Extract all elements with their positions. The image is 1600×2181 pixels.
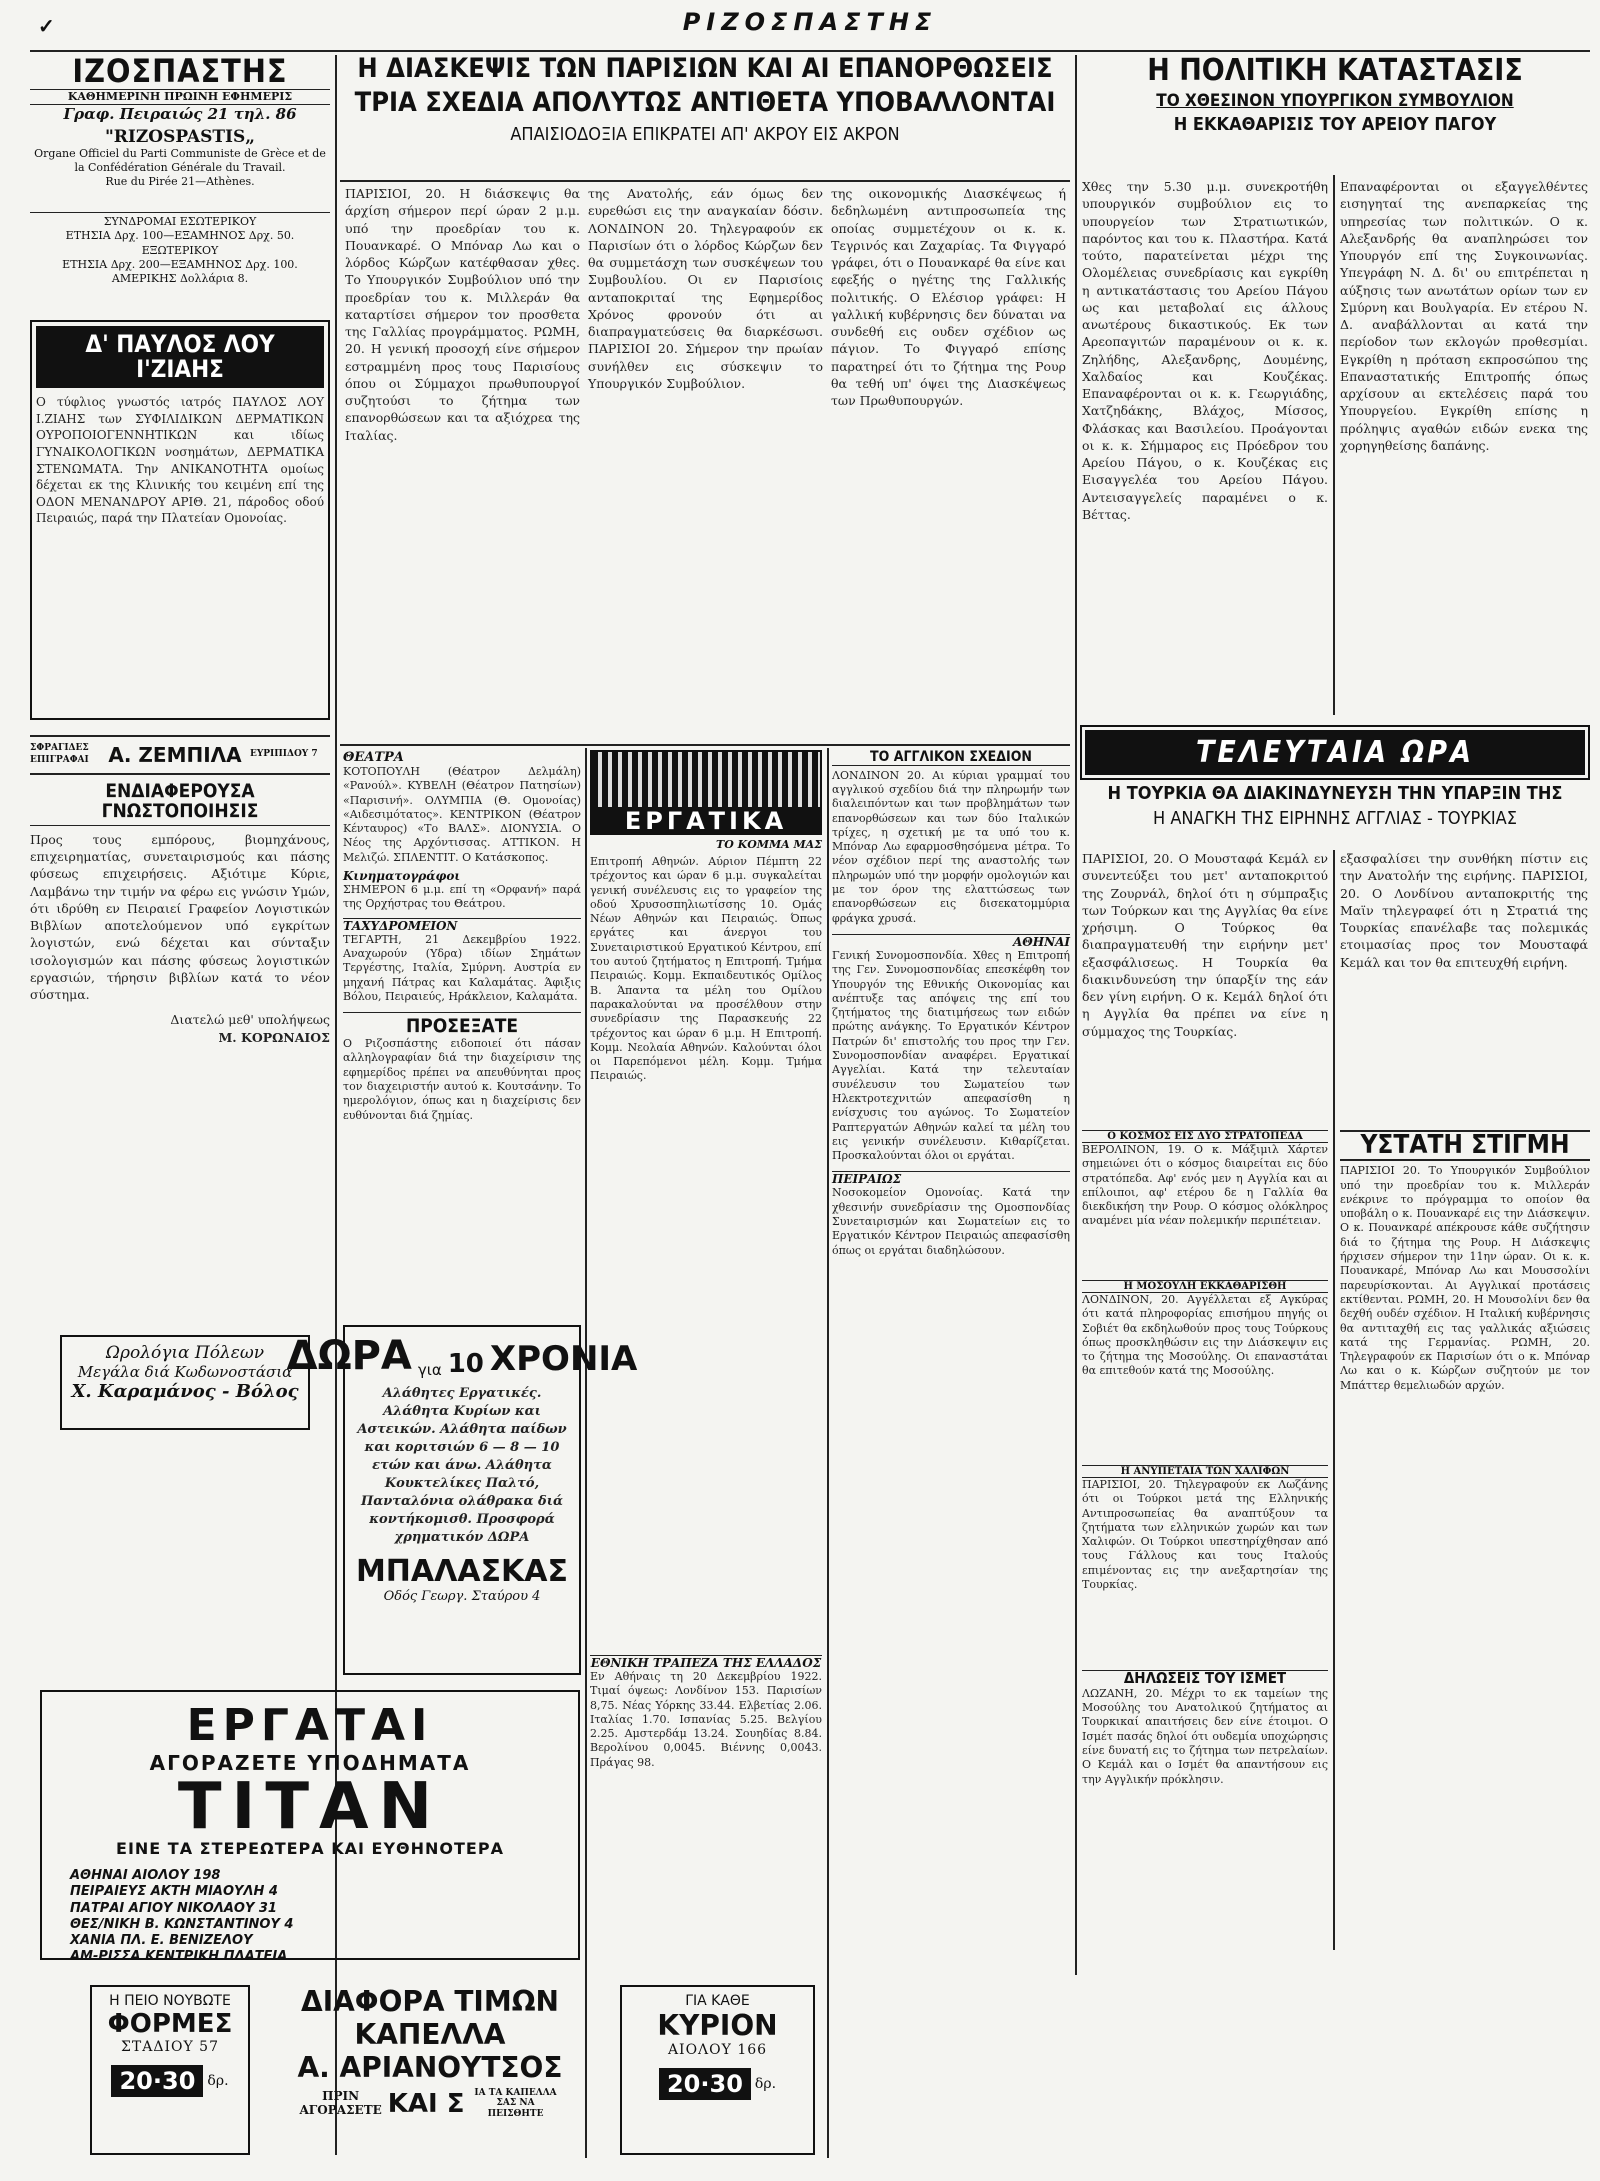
formes-price-box (98, 2065, 242, 2097)
athens-title: ΑΘΗΝΑΙ (832, 934, 1070, 949)
caliph-text: ΠΑΡΙΣΙΟΙ, 20. Τηλεγραφούν εκ Λωζάνης ότι οι Τούρκοι μετά της Ελληνικής Αντιπροσωπείας θα αναπτύξουν τα ζητήματα των ελληνικών χωρών και των Χαλιφών. Οι Τούρκοι υπεστηρίχθησαν από τους Γάλλους και τους Ιταλούς επιμένοντας εις την ανεξαρτησίαν της Τουρκίας. (1082, 1478, 1328, 1592)
gift-items: Αλάθητες Εργατικές. Αλάθητα Κυρίων και Αστεικών. Αλάθητα παίδων και κοριτσιών 6 — 8 — 10 ετών και άνω. Αλάθητα Κουκτελίκες Παλτό, Πανταλόνια ολάθρακα διά κοντήκομισθ. Προσφορά χρηματικόν ΔΩΡΑ (357, 1386, 567, 1545)
kyrion-ad (620, 1985, 815, 2155)
formes-currency: δρ. (207, 2073, 229, 2089)
titan-brand: ΤΙΤΑΝ (177, 1770, 443, 1844)
politics-sub2: Η ΕΚΚΑΘΑΡΙΣΙΣ ΤΟΥ ΑΡΕΙΟΥ ΠΑΓΟΥ (1173, 114, 1497, 136)
subscriptions (30, 212, 330, 312)
nameplate-title: ΙΖΟΣΠΑΣΤΗΣ (72, 52, 288, 90)
latest-headlines (1080, 785, 1590, 845)
politics-col-a: Χθες την 5.30 μ.μ. συνεκροτήθη υπουργικόν συμβούλιον εις το υπουργείον των Στρατιωτικών, παρόντος και του κ. Πλαστήρα. Κατά τούτο, παρατείνεται μέχρι της Ολομέλειας συνεδρίασις και εγκρίθη η αντικατάστασις του Αρείου Πάγου ως και μεταβολαί εις άλλους ανωτέρους δικαστικούς. Εκ των Αρεοπαγιτών παραμένουν οι κ. κ. Ζηλήδης, Αλεξανδρης, Δουμένης, Χαλδαίος και Κουζέκας. Επαναφέρονται οι κ. κ. Γεωργιάδης, Χατζηδάκης, Βλάχος, Μίσσος, Φλάσκας και Βασιλείου. Προάγονται οι κ. κ. Σήμμαρος εις Πρόεδρον του Αρείου Πάγου, ο κ. Κουζέκας εις Εισαγγελέα του Αρείου Πάγου. Αντεισαγγελείς παραμένει ο κ. Βέττας. (1082, 179, 1328, 522)
last-minute-title: ΥΣΤΑΤΗ ΣΤΙΓΜΗ (1340, 1130, 1590, 1161)
doctor-text: Ο τύφλιος γνωστός ιατρός ΠΑΥΛΟΣ ΛΟΥ Ι.ΖΙΑΗΣ των ΣΥΦΙΛΙΔΙΚΩΝ ΔΕΡΜΑΤΙΚΩΝ ΟΥΡΟΠΟΙΟΓΕΝΝΗΤΙΚΩΝ και ιδίως ΓΥΝΑΙΚΟΛΟΓΙΚΩΝ νοσημάτων, ΔΕΡΜΑΤΙΚΑ ΣΤΕΝΩΜΑΤΑ. Την ΑΝΙΚΑΝΟΤΗΤΑ ομοίως δέχεται εκ της Κλινικής του κειμένη επί της ΟΔΟΝ ΜΕΝΑΝΔΡΟΥ ΑΡΙΘ. 21, πάροδος οδού Πειραιώς, παρά την Πλατείαν Ομονοίας. (36, 395, 324, 526)
latest-headline: Η ΤΟΥΡΚΙΑ ΘΑ ΔΙΑΚΙΝΔΥΝΕΥΣΗ ΤΗΝ ΥΠΑΡΞΙΝ ΤΗΣ (1107, 783, 1563, 804)
latest-banner-title: ΤΕΛΕΥΤΑΙΑ ΩΡΑ (1085, 730, 1585, 775)
notice-text: Προς τους εμπόρους, βιομηχάνους, επιχειρηματίας, συνεταιρισμούς και πάσης φύσεως επιχειρήσεις. Αξιότιμε Κύριε, Λαμβάνω την τιμήν να φέρω εις γνώσιν Υμών, ότι ιδρύθη εν Πειραιεί Γραφείον Λογιστικών Βιβλίων αποτελούμενον υπό εγκρίτων λογιστών, ενώ δέχεται και σύνταξιν ισολογισμών και πάσης φύσεως λογιστικών εργασιών, τήρησιν βιβλίων κατά το νέον σύστημα. (30, 831, 330, 1003)
last-minute-section (1340, 1130, 1590, 1980)
latest-col-b: εξασφαλίσει την συνθήκη πίστιν εις την Ανατολήν της ειρήνης. ΠΑΡΙΣΙΟΙ, 20. Ο Λονδίνου ανταποκριτής της Μαϊν τηλεγραφεί ότι η Στρατιά της Τουρκίας επανέλαβε τας πολεμικάς ετοιμασίας προς τον Μουσταφά Κεμάλ και τον θα επιτευχθή ειρήνη. (1340, 851, 1588, 970)
hat-line1: ΔΙΑΦΟΡΑ ΤΙΜΩΝ (301, 1985, 559, 2018)
notice-signature: Μ. ΚΟΡΩΝΑΙΟΣ (218, 1029, 330, 1045)
main-article-col: ΠΑΡΙΣΙΟΙ, 20. Η διάσκεψις θα άρχίση σήμερον περί ώραν 2 μ.μ. υπό την προεδρίαν του κ. Πουανκαρέ. Ο Μπόναρ Λω και ο λόρδος Κώρζων κατέφθασαν χθες. Το Υπουργικόν Συμβούλιον υπό την προεδρίαν του κ. Μιλλεράν θα καταρτίσει σήμερον τον προσθετα της Γαλλίας προγράμματος. ΡΩΜΗ, 20. Η γενική προσοχή είνε σήμερον εστραμμένη προς τους Παρισίους όπου οι Σύμμαχοι πρωθυπουργοί συζητούσι το ζήτημα των επανορθώσεων και τα αξιόχρεα της Ιταλίας. (345, 186, 580, 443)
english-section (832, 750, 1070, 2150)
bank-section (590, 1655, 822, 1895)
cinema-text: ΣΗΜΕΡΟΝ 6 μ.μ. επί τη «Ορφανή» παρά της Ορχήστρας του Θεάτρου. (343, 883, 581, 911)
hat-line2: ΚΑΠΕΛΛΑ (354, 2018, 506, 2051)
main-article-col: της οικονομικής Διασκέψεως ή δεδηλωμένη αντιπροσωπεία της οποίας συμμετέχουν οι κ. κ. Τεγρινός και Ζαχαρίας. Τα Φιγγαρό γράφει, ότι ο Πουανκαρέ θα είνε και εφεξής ο ηγέτης της Γαλλικής πολιτικής. Ο Ελέσιορ γράφει: Η γαλλική κυβέρνησις δεν δύναται να συνδεθή εις ουδεν σχέδιον ως πάγιον. Το Φιγγαρό επίσης παρατηρεί ότι το ζήτημα της Ρουρ θα τεθή υπ' όψει της Διασκέψεως των Πρωθυπουργών. (831, 186, 1066, 408)
gift-ad (286, 1325, 638, 1675)
titan-address: ΘΕΣ/ΝΙΚΗ Β. ΚΩΝΣΤΑΝΤΙΝΟΥ 4 (70, 1916, 294, 1932)
ergatika-text: Επιτροπή Αθηνών. Αύριον Πέμπτη 22 τρέχοντος και ώραν 6 μ.μ. συγκαλείται γενική συνέλευσις εις το γραφείον της οδού Χρυσοσπηλιωτίσσης 10. Ομάς Νέων Αθηνών και Πειραιώς. Όπως εργάτες και άνεργοι του Συνεταιριστικού Εργατικού Κέντρου, επί του αυτού ζητήματος η Επιτροπή. Τμήμα Πειραιώς. Κομμ. Εκπαιδευτικός Ομίλος Β. Άπαντα τα μέλη του Ομίλου παρακαλούνται να προσέλθουν στην συνεδρίασιν της Παρασκευής 22 τρέχοντος και ώραν 6 μ.μ. Η Επιτροπή. Κομμ. Νεολαία Αθηνών. Καλούνται όλοι οι Παρεπόμενοι μέλη. Κομμ. Τμήμα Πειραιώς. (590, 855, 822, 1083)
latest-banner (1080, 725, 1590, 780)
english-text: ΛΟΝΔΙΝΟΝ 20. Αι κύριαι γραμμαί του αγγλικού σχεδίου διά την πληρωμήν των διαλειπόντων και των προβλημάτων των επανορθώσεων και των δύο Ιταλικών τρίχες, η σχετική με τα υπό του κ. Μπόναρ Λω εφαρμοσθησόμενα μέτρα. Το νέον σχέδιον περί της αναστολής των πληρωμών υπό την μορφήν ομολογιών και με τον όρον της ελαττώσεως των επανορθώσεων εις δισεκατομμύρια φράγκα χρυσά. (832, 768, 1070, 925)
section-rule (340, 744, 1070, 746)
theatres-title: ΘΕΑΤΡΑ (343, 750, 404, 765)
zempila-name: Α. ΖΕΜΠΙΛΑ (108, 743, 242, 767)
subscriptions-title: ΣΥΝΔΡΟΜΑΙ ΕΣΩΤΕΡΙΚΟΥ (103, 215, 257, 228)
titan-buy: ΑΓΟΡΑΖΕΤΕ ΥΠΟΔΗΜΑΤΑ (149, 1751, 471, 1775)
doctor-name: Δ' ΠΑΥΛΟΣ ΛΟΥ Ι'ΖΙΑΗΣ (36, 326, 324, 388)
latin-subtitle: Organe Officiel du Parti Communiste de Grèce et de la Confédération Générale du Travail. (34, 146, 326, 175)
main-headlines (340, 55, 1070, 180)
politics-sub1: ΤΟ ΧΘΕΣΙΝΟΝ ΥΠΟΥΡΓΙΚΟΝ ΣΥΜΒΟΥΛΙΟΝ (1156, 90, 1514, 111)
theatres-text: ΚΟΤΟΠΟΥΛΗ (Θέατρον Δελμάλη) «Ρανούλ». ΚΥΒΕΛΗ (Θέατρον Πατησίων) «Παρισινή». ΟΛΥΜΠΙΑ (Θ. Ομονοίας) «Αιδεσιμότατος». ΚΕΝΤΡΙΚΟΝ (Θέατρον Κένταυρος) «Το ΒΑΛΣ». ΔΙΟΝΥΣΙΑ. Ο Νέος της Αρχόντισσας. ΑΤΤΙΚΟΝ. Η Μελιζώ. ΣΠΛΕΝΤΙΤ. Ο Κατάσκοπος. (343, 765, 581, 864)
world-title: Ο ΚΟΣΜΟΣ ΕΙΣ ΔΥΟ ΣΤΡΑΤΟΠΕΔΑ (1082, 1130, 1328, 1143)
gift-doro: ΔΩΡΑ (286, 1333, 412, 1379)
cinema-title: Κινηματογράφοι (343, 869, 461, 884)
ismet-title: ΔΗΛΩΣΕΙΣ ΤΟΥ ΙΣΜΕΤ (1082, 1670, 1328, 1687)
titan-tagline: ΕΙΝΕ ΤΑ ΣΤΕΡΕΩΤΕΡΑ ΚΑΙ ΕΥΘΗΝΟΤΕΡΑ (116, 1839, 504, 1858)
politics-headline: Η ΠΟΛΙΤΙΚΗ ΚΑΤΑΣΤΑΣΙΣ (1147, 53, 1523, 88)
world-text: ΒΕΡΟΛΙΝΟΝ, 19. Ο κ. Μάξιμιλ Χάρτεν σημειώνει ότι ο κόσμος διαιρείται εις δύο στρατόπεδα. Αφ' ενός μεν η Αγγλία και αι επίλοιποι, αφ' ετέρου δε η Γαλλία θα διεκδικήση την Ρουρ. Ο κόσμος ολόκληρος αναμένει μία νέαν πολεμικήν περιπέτειαν. (1082, 1143, 1328, 1228)
clock-ad-line: Ωρολόγια Πόλεων (105, 1343, 265, 1363)
column-rule (585, 748, 587, 2158)
hat-prin-group (299, 2090, 381, 2116)
attention-title: ΠΡΟΣΕΞΑΤΕ (343, 1012, 581, 1037)
doctor-ad (30, 320, 330, 720)
hat-ad (270, 1985, 590, 2155)
ergatika-illustration (592, 752, 820, 807)
titan-ergatai: ΕΡΓΑΤΑΙ (186, 1700, 434, 1751)
zempila-right: ΕΥΡΙΠΙΔΟΥ 7 (250, 749, 318, 760)
titan-address: ΑΜ-ΡΙΣΣΑ ΚΕΝΤΡΙΚΗ ΠΛΑΤΕΙΑ (70, 1949, 288, 1965)
latin-title: "RIZOSPASTIS„ (104, 126, 256, 147)
zempila-ad (30, 735, 330, 775)
theatres-section (343, 750, 581, 1320)
gift-xronia: ΧΡΟΝΙΑ (489, 1339, 638, 1379)
zempila-left: ΣΦΡΑΓΙΔΕΣ ΕΠΙΓΡΑΦΑΙ (30, 743, 89, 765)
nameplate-office: Γραφ. Πειραιώς 21 τηλ. 86 (63, 104, 297, 123)
subscriptions-line: ΑΜΕΡΙΚΗΣ Δολλάρια 8. (111, 272, 249, 286)
piraeus-title: ΠΕΙΡΑΙΩΣ (832, 1171, 1070, 1186)
gift-address: Οδός Γεωργ. Σταύρου 4 (383, 1589, 541, 1605)
kyrion-title: ΚΥΡΙΟΝ (657, 2009, 778, 2042)
english-title: ΤΟ ΑΓΓΛΙΚΟΝ ΣΧΕΔΙΟΝ (832, 750, 1070, 766)
titan-address: ΠΑΤΡΑΙ ΑΓΙΟΥ ΝΙΚΟΛΑΟΥ 31 (70, 1900, 277, 1916)
world-section (1082, 1130, 1328, 1275)
piraeus-text: Νοσοκομείον Ομονοίας. Κατά την χθεσινήν συνεδρίασιν της Ομοσπονδίας Συνεταιρισμών και Σωματείων εις το Εργατικόν Κέντρον Πειραιώς απεφασίσθη όπως οι εργάται διαδηλώσουν. (832, 1186, 1070, 1257)
mosul-title: Η ΜΟΣΟΥΛΗ ΕΚΚΑΘΑΡΙΣΘΗ (1082, 1280, 1328, 1293)
column-rule (1333, 175, 1335, 715)
clock-ad-line: Χ. Καραμάνος - Βόλος (71, 1381, 299, 1402)
corner-mark: ✓ (38, 14, 55, 38)
politics-headlines (1080, 55, 1590, 175)
politics-col-b: Επαναφέρονται οι εξαγγελθέντες εισηγηταί της ανεπαρκείας της υπηρεσίας των πολιτικών. Ο κ. Αλεξανδρής θα αναπληρώσει τον Υπουργόν επί της Συγκοινωνίας. Υπεγράφη Ν. Δ. δι' ου επιτρέπεται η αύξησις των ανωτάτων ορίων των εν Σμύρνη και Βουλγαρία. Εν ετέρου Ν. Δ. αναβάλλονται αι κατά την περίοδον των εκλογών προθεσμίαι. Εγκρίθη η πρόταση εκπροσώπου της Επαναστατικής Επιτροπής όπως αρχίσουν αι εκτελέσεις παρά του Υπουργείου. Εγκρίθη επίσης η πρόληψις αγαθών ειδών ενεκα της χορηγηθείσης δαπάνης. (1340, 179, 1588, 453)
post-title: ΤΑΧΥΔΡΟΜΕΙΟΝ (343, 918, 581, 933)
mosul-text: ΛΟΝΔΙΝΟΝ, 20. Αγγέλλεται εξ Αγκύρας ότι κατά πληροφορίας επισήμου πηγής οι Σοβιέτ θα εκδηλωθούν προς τους Τούρκους όπως προσκληθώσιν εις την Διάσκεψιν εις το ζήτημα της Μοσούλης. Οι επαναστάται θα επιτεθούν κατά της Μοσούλης. (1082, 1293, 1328, 1378)
subscriptions-line: ΕΤΗΣΙΑ Δρχ. 100—ΕΞΑΜΗΝΟΣ Δρχ. 50. (65, 229, 295, 243)
hat-prin: ΠΡΙΝ (322, 2089, 360, 2104)
gift-gia: για (417, 1361, 442, 1379)
ismet-text: ΛΩΖΑΝΗ, 20. Μέχρι το εκ ταμείων της Μοσούλης του Ανατολικού ζητήματος αι Τουρκικαί απαιτήσεις δεν είνε έτοιμοι. Ο Ισμέτ πασάς δηλοί ότι ουδεμία υποχώρησις είνε δυνατή εις το ζήτημα των πετρελαίων. Ο Κεμάλ και ο Ισμέτ θα απαντήσουν εις την Αγγλικήν πρόκλησιν. (1082, 1686, 1328, 1786)
titan-addresses (50, 1868, 570, 1966)
gift-heading (286, 1333, 638, 1379)
column-rule (827, 748, 829, 2158)
titan-ad (40, 1690, 580, 1965)
kyrion-address: ΑΙΟΛΟΥ 166 (667, 2042, 768, 2058)
caliph-section (1082, 1465, 1328, 1665)
hat-agoras: ΑΓΟΡΑΣΕΤΕ (299, 2102, 382, 2117)
column-rule (1075, 55, 1077, 1975)
titan-address: ΑΘΗΝΑΙ ΑΙΟΛΟΥ 198 (70, 1868, 221, 1883)
hat-kai: ΚΑΙ Σ (387, 2088, 465, 2119)
formes-address: ΣΤΑΔΙΟΥ 57 (121, 2039, 219, 2055)
formes-title: ΦΟΡΜΕΣ (107, 2009, 233, 2039)
kyrion-currency: δρ. (754, 2076, 777, 2092)
ergatika-title: ΕΡΓΑΤΙΚΑ (592, 807, 820, 835)
hat-small: ΙΑ ΤΑ ΚΑΠΕΛΛΑ ΣΑΣ ΝΑ ΠΕΙΣΘΗΤΕ (474, 2088, 557, 2119)
notice-title: ΕΝΔΙΑΦΕΡΟΥΣΑ ΓΝΩΣΤΟΠΟΙΗΣΙΣ (30, 782, 330, 826)
hat-bottom (270, 2088, 590, 2119)
masthead: ΡΙΖΟΣΠΑΣΤΗΣ (682, 8, 938, 36)
hat-line3: Α. ΑΡΙΑΝΟΥΤΣΟΣ (297, 2051, 563, 2084)
gift-ten: 10 (447, 1349, 484, 1379)
column-rule (1333, 850, 1335, 1950)
formes-ad (90, 1985, 250, 2155)
gift-brand: ΜΠΑΛΑΣΚΑΣ (355, 1554, 569, 1590)
notice-signoff: Διατελώ μεθ' υπολήψεως (170, 1012, 330, 1028)
notice-article (30, 782, 330, 1322)
kyrion-price: 20·30 (659, 2068, 751, 2100)
bank-title: ΕΘΝΙΚΗ ΤΡΑΠΕΖΑ ΤΗΣ ΕΛΛΑΔΟΣ (590, 1656, 822, 1670)
subscriptions-line: ΕΤΗΣΙΑ Δρχ. 200—ΕΞΑΜΗΝΟΣ Δρχ. 100. (62, 257, 298, 271)
mosul-section (1082, 1280, 1328, 1460)
main-headline-2: ΤΡΙΑ ΣΧΕΔΙΑ ΑΠΟΛΥΤΩΣ ΑΝΤΙΘΕΤΑ ΥΠΟΒΑΛΛΟΝΤΑΙ (354, 87, 1056, 119)
titan-address: ΧΑΝΙΑ ΠΛ. Ε. ΒΕΝΙΖΕΛΟΥ (70, 1933, 253, 1948)
last-minute-text: ΠΑΡΙΣΙΟΙ 20. Το Υπουργικόν Συμβούλιον υπό την προεδρίαν του κ. Μιλλεράν ενέκρινε το πρόγραμμα το οποίον θα υποβάλη ο κ. Πουανκαρέ εις την Διάσκεψιν. Ο κ. Πουανκαρέ απέκρουσε κάθε συζήτησιν διά το ζήτημα της Ρουρ. Η Διάσκεψις ήρχισεν σήμερον την 11ην ώραν. Οι κ. κ. Πουανκαρέ, Μπόναρ Λω και Μουσσολίνι παρευρίσκονται. Αι Αγγλικαί προτάσεις εκτίθενται. ΡΩΜΗ, 20. Η Μουσολίνι δεν θα δεχθή ουδέν σχέδιον. Η Ιταλική κυβέρνησις θα αντιταχθή εις τας γαλλικάς αξιώσεις κατά της Γερμανίας. ΡΩΜΗ, 20. Τηλεγραφούν εκ Παρισίων ότι ο κ. Μπόναρ Λω και ο κ. Κώρζων συζητούν με τον Μπάττερ θεμελιωδών αρχών. (1340, 1164, 1590, 1392)
kyrion-top: ΓΙΑ ΚΑΘΕ (685, 1993, 750, 2009)
titan-address: ΠΕΙΡΑΙΕΥΣ ΑΚΤΗ ΜΙΑΟΥΛΗ 4 (70, 1884, 278, 1900)
caliph-title: Η ΑΝΥΠΕΤΑΙΑ ΤΩΝ ΧΑΛΙΦΩΝ (1082, 1465, 1328, 1478)
main-headline: Η ΔΙΑΣΚΕΨΙΣ ΤΩΝ ΠΑΡΙΣΙΩΝ ΚΑΙ ΑΙ ΕΠΑΝΟΡΘΩΣΕΙΣ (357, 53, 1053, 84)
clock-ad (60, 1335, 310, 1430)
formes-price: 20·30 (111, 2065, 203, 2097)
athens-text: Γενική Συνομοσπονδία. Χθες η Επιτροπή της Γεν. Συνομοσπονδίας επεσκέφθη τον Υπουργόν της Εθνικής Οικονομίας και ανέπτυξε τας απόψεις της επί του ζητήματος της διατιμήσεως των ειδών πρώτης ανάγκης. Το Εργατικόν Κέντρον Πατρών δι' επιστολής του προς την Γεν. Συνομοσπονδίαν αναφέρει. Εργατικαί Αγγελίαι. Κατά την τελευταίαν συνέλευσιν του Σωματείου των Ηλεκτροτεχνιτών απεφασίσθη η ενίσχυσις του αγώνος. Το Σωματείον Ραπτεργατών Αθηνών καλεί τα μέλη του εις γενικήν συνέλευσιν. Κιθαρίζεται. Προσκαλούνται όλοι οι εργάται. (832, 948, 1070, 1163)
clock-ad-line: Μεγάλα διά Κωδωνοστάσια (77, 1363, 293, 1381)
nameplate-subtitle: ΚΑΘΗΜΕΡΙΝΗ ΠΡΩΙΝΗ ΕΦΗΜΕΡΙΣ (30, 89, 330, 105)
attention-text: Ο Ριζοσπάστης ειδοποιεί ότι πάσαν αλληλογραφίαν διά την διαχείρισιν της εφημερίδος πρέπει να απευθύνηται προς τον διαχειριστήν αυτού κ. Κουτσάνην. Το ημερολόγιον, όπως και η διαχείρισις δεν ευθύνονται διά ζημίας. (343, 1037, 581, 1122)
ergatika-party: ΤΟ ΚΟΜΜΑ ΜΑΣ (716, 838, 822, 851)
latest-subheadline: Η ΑΝΑΓΚΗ ΤΗΣ ΕΙΡΗΝΗΣ ΑΓΓΛΙΑΣ - ΤΟΥΡΚΙΑΣ (1153, 807, 1517, 829)
post-text: ΤΕΓΑΡΤΗ, 21 Δεκεμβρίου 1922. Αναχωρούν (Υδρα) ιδίων Σημάτων Τεργέστης, Ιταλία, Σμύρνη. Αυστρία εν μηχανή Πάτρας και Καλαμάτας. Άφιξις Βόλου, Πειραιεύς, Ηράκλειον, Καλαμάτα. (343, 932, 581, 1003)
nameplate (30, 52, 330, 205)
section-rule (340, 180, 1070, 182)
latest-col-a: ΠΑΡΙΣΙΟΙ, 20. Ο Μουσταφά Κεμάλ εν συνεντεύξει του μετ' ανταποκριτού της Ζουρνάλ, δηλοί ότι η σύμπραξις των Τούρκων και της Αγγλίας θα είνε χρήσιμη. Ο Τούρκος θα διαπραγματευθή την ειρήνην μετ' εξασφάλισεως. Η Τουρκία θα διακινδυνεύση την ύπαρξίν της εάν δεν γίνη ειρήνη. Ο κ. Κεμάλ δηλοί ότι η Αγγλία θα πρέπει να είνε η σύμμαχος της Τουρκίας. (1082, 851, 1328, 1039)
main-subheadline: ΑΠΑΙΣΙΟΔΟΞΙΑ ΕΠΙΚΡΑΤΕΙ ΑΠ' ΑΚΡΟΥ ΕΙΣ ΑΚΡΟΝ (510, 123, 900, 145)
formes-top: Η ΠΕΙΟ ΝΟΥΒΩΤΕ (109, 1993, 231, 2009)
kyrion-price-box (628, 2068, 807, 2100)
ismet-section (1082, 1670, 1328, 1980)
bank-text: Εν Αθήναις τη 20 Δεκεμβρίου 1922. Τιμαί όψεως: Λονδίνον 153. Παρισίων 8,75. Νέας Υόρκης 33.44. Ελβετίας 2.06. Ιταλίας 1.70. Ισπανίας 5.25. Βελγίου 2.25. Αμστερδάμ 13.24. Σουηδίας 8.84. Βερολίνου 0,0045. Βιέννης 0,0043. Πράγας 98. (590, 1670, 822, 1769)
latin-address: Rue du Pirée 21—Athènes. (105, 175, 255, 189)
subscriptions-line: ΕΞΩΤΕΡΙΚΟΥ (141, 243, 219, 257)
ergatika-banner (590, 750, 822, 835)
main-article-col: της Ανατολής, εάν όμως δεν ευρεθώσι εις την αναγκαίαν δόσιν. ΛΟΝΔΙΝΟΝ 20. Τηλεγραφούν εκ Παρισίων ότι ο λόρδος Κώρζων δεν θα συμμετάσχη των συσκέψεων του Συμβουλίου. Οι εν Παρισίοις ανταποκριταί της Εφημερίδος Χρόνος φρονούν ότι αι διαπραγματεύσεις θα διαρκέσωσι. ΠΑΡΙΣΙΟΙ 20. Σήμερον την πρωίαν συνήλθεν εις σύσκεψιν το Υπουργικόν Συμβούλιον. (588, 186, 823, 391)
